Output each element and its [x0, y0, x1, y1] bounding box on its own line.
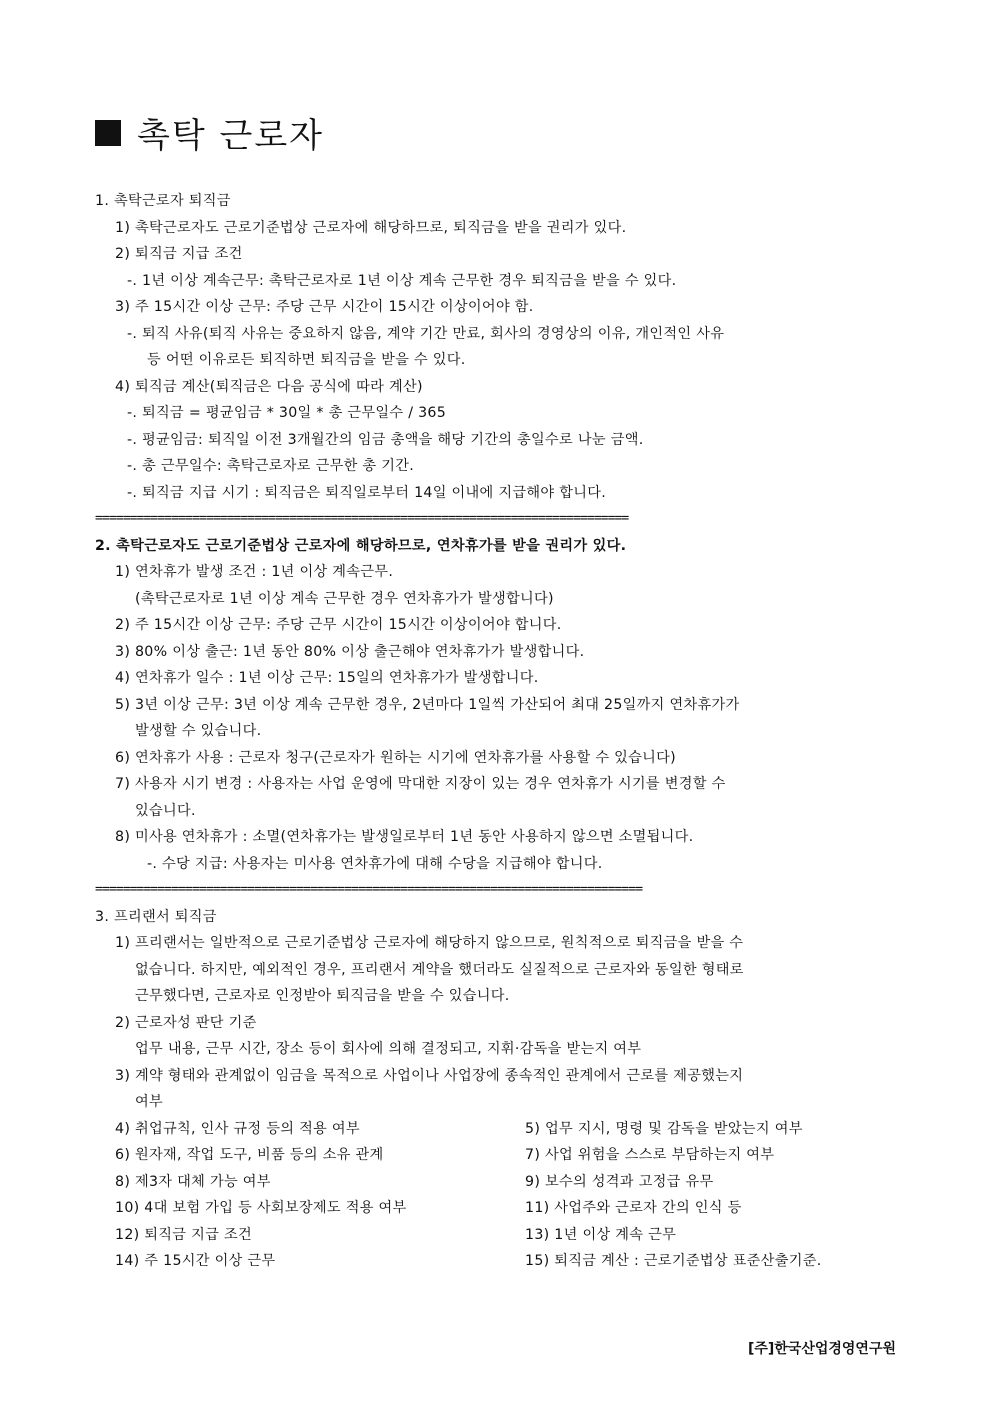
section-3-item-3-cont: 여부	[135, 1094, 164, 1110]
section-3-heading: 3. 프리랜서 퇴직금	[95, 908, 217, 925]
criteria-item: 8) 제3자 대체 가능 여부	[115, 1173, 271, 1190]
criteria-row	[95, 1116, 900, 1143]
section-1-item-3-sub: -. 퇴직 사유(퇴직 사유는 중요하지 않음, 계약 기간 만료, 회사의 경영상의 이유, 개인적인 사유	[127, 325, 725, 342]
criteria-row	[95, 1169, 900, 1196]
page-title	[95, 108, 324, 157]
section-2-item-2: 2) 주 15시간 이상 근무: 주당 근무 시간이 15시간 이상이어야 합니다.	[115, 617, 562, 633]
section-1-item-2-sub: -. 1년 이상 계속근무: 촉탁근로자로 1년 이상 계속 근무한 경우 퇴직금을 받을 수 있다.	[127, 272, 677, 289]
section-2-item-5: 5) 3년 이상 근무: 3년 이상 계속 근무한 경우, 2년마다 1일씩 가산되어 최대 25일까지 연차휴가가	[115, 696, 740, 713]
section-1-item-1: 1) 촉탁근로자도 근로기준법상 근로자에 해당하므로, 퇴직금을 받을 권리가 있다.	[115, 219, 627, 236]
section-2-item-6: 6) 연차휴가 사용 : 근로자 청구(근로자가 원하는 시기에 연차휴가를 사용할 수 있습니다)	[115, 749, 676, 766]
criteria-item: 10) 4대 보험 가입 등 사회보장제도 적용 여부	[115, 1200, 407, 1216]
section-2-item-4: 4) 연차휴가 일수 : 1년 이상 근무: 15일의 연차휴가가 발생합니다.	[115, 670, 539, 686]
section-2-item-1-note: (촉탁근로자로 1년 이상 계속 근무한 경우 연차휴가가 발생합니다)	[135, 590, 554, 607]
criteria-item: 6) 원자재, 작업 도구, 비품 등의 소유 관계	[115, 1147, 384, 1163]
organization-footer: [주]한국산업경영연구원	[747, 1341, 896, 1357]
criteria-item: 12) 퇴직금 지급 조건	[115, 1226, 252, 1243]
section-3-item-1: 1) 프리랜서는 일반적으로 근로기준법상 근로자에 해당하지 않으므로, 원칙적으로 퇴직금을 받을 수	[115, 935, 744, 951]
section-2-item-7: 7) 사용자 시기 변경 : 사용자는 사업 운영에 막대한 지장이 있는 경우 연차휴가 시기를 변경할 수	[115, 776, 726, 792]
section-2-heading: 2. 촉탁근로자도 근로기준법상 근로자에 해당하므로, 연차휴가를 받을 권리가 있다.	[95, 537, 627, 554]
section-2-item-8: 8) 미사용 연차휴가 : 소멸(연차휴가는 발생일로부터 1년 동안 사용하지 않으면 소멸됩니다.	[115, 829, 694, 845]
section-2-item-3: 3) 80% 이상 출근: 1년 동안 80% 이상 출근해야 연차휴가가 발생합니다.	[115, 643, 585, 660]
criteria-item: 9) 보수의 성격과 고정급 유무	[525, 1173, 714, 1190]
separator-1: =============================================================================	[95, 511, 629, 526]
section-1-item-3-sub-cont: 등 어떤 이유로든 퇴직하면 퇴직금을 받을 수 있다.	[147, 352, 466, 368]
section-1-item-4-work-days: -. 총 근무일수: 촉탁근로자로 근무한 총 기간.	[127, 458, 415, 474]
section-3-item-3: 3) 계약 형태와 관계없이 임금을 목적으로 사업이나 사업장에 종속적인 관계에서 근로를 제공했는지	[115, 1067, 744, 1084]
section-1-item-2: 2) 퇴직금 지급 조건	[115, 246, 243, 262]
criteria-grid	[95, 1116, 900, 1275]
section-1-item-4: 4) 퇴직금 계산(퇴직금은 다음 공식에 따라 계산)	[115, 378, 423, 395]
section-2-item-1: 1) 연차휴가 발생 조건 : 1년 이상 계속근무.	[115, 564, 394, 580]
criteria-item: 14) 주 15시간 이상 근무	[115, 1253, 276, 1269]
criteria-row	[95, 1222, 900, 1249]
section-1-item-4-formula: -. 퇴직금 = 평균임금 * 30일 * 총 근무일수 / 365	[127, 405, 447, 421]
black-square-bullet-icon	[95, 120, 121, 146]
section-3-item-2-detail: 업무 내용, 근무 시간, 장소 등이 회사에 의해 결정되고, 지휘·감독을 받는지 여부	[135, 1041, 642, 1057]
section-2-item-5-cont: 발생할 수 있습니다.	[135, 723, 262, 739]
section-3-item-1-cont-1: 없습니다. 하지만, 예외적인 경우, 프리랜서 계약을 했더라도 실질적으로 근로자와 동일한 형태로	[135, 961, 744, 978]
section-1-item-4-payment-time: -. 퇴직금 지급 시기 : 퇴직금은 퇴직일로부터 14일 이내에 지급해야 합니다.	[127, 484, 607, 501]
section-3-item-1-cont-2: 근무했다면, 근로자로 인정받아 퇴직금을 받을 수 있습니다.	[135, 988, 510, 1004]
criteria-row	[95, 1195, 900, 1222]
page-title-text: 촉탁 근로자	[137, 116, 325, 156]
section-2-item-7-cont: 있습니다.	[135, 802, 196, 819]
section-3-item-2: 2) 근로자성 판단 기준	[115, 1014, 257, 1031]
criteria-item: 13) 1년 이상 계속 근무	[525, 1226, 677, 1243]
criteria-item: 7) 사업 위험을 스스로 부담하는지 여부	[525, 1147, 775, 1163]
section-2-item-8-sub: -. 수당 지급: 사용자는 미사용 연차휴가에 대해 수당을 지급해야 합니다.	[147, 855, 603, 872]
section-1-heading: 1. 촉탁근로자 퇴직금	[95, 193, 231, 209]
criteria-item: 15) 퇴직금 계산 : 근로기준법상 표준산출기준.	[525, 1253, 822, 1269]
section-1-item-4-avg-wage: -. 평균임금: 퇴직일 이전 3개월간의 임금 총액을 해당 기간의 총일수로 나눈 금액.	[127, 431, 644, 448]
criteria-row	[95, 1248, 900, 1275]
separator-2: ===============================================================================	[95, 882, 643, 897]
criteria-row	[95, 1142, 900, 1169]
criteria-item: 4) 취업규칙, 인사 규정 등의 적용 여부	[115, 1120, 360, 1137]
section-1-item-3: 3) 주 15시간 이상 근무: 주당 근무 시간이 15시간 이상이어야 함.	[115, 299, 534, 315]
criteria-item: 11) 사업주와 근로자 간의 인식 등	[525, 1200, 742, 1216]
document-body	[95, 188, 900, 1275]
criteria-item: 5) 업무 지시, 명령 및 감독을 받았는지 여부	[525, 1120, 803, 1137]
